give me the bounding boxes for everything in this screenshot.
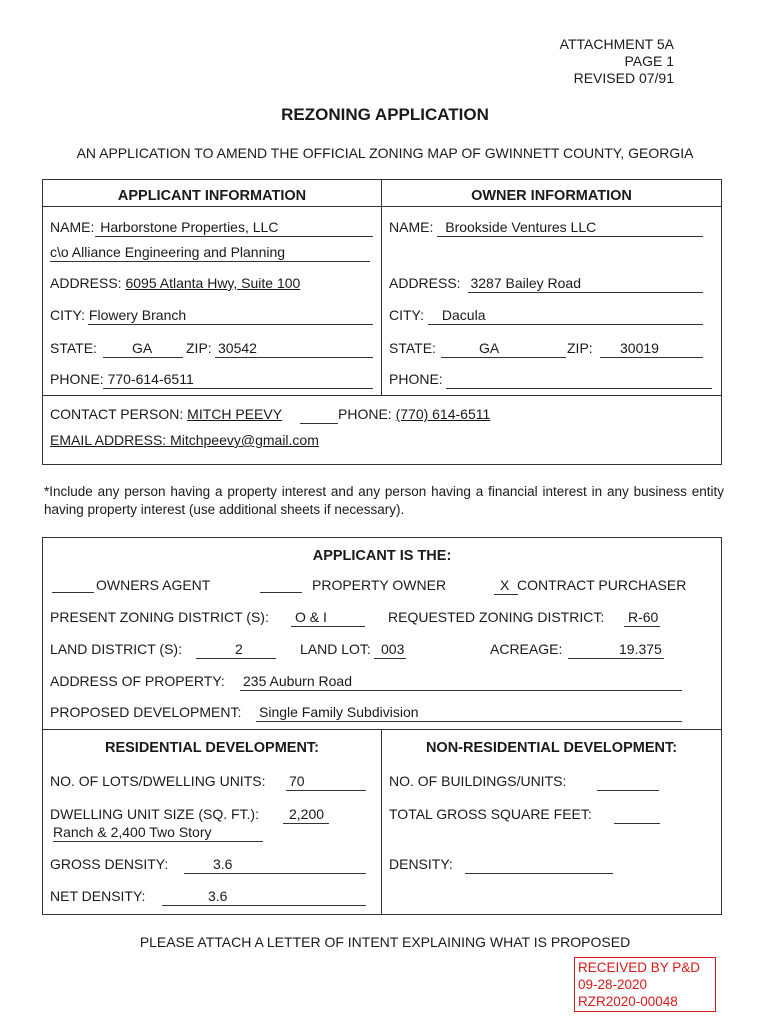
applicant-address-label: ADDRESS: xyxy=(50,275,122,291)
net-density-label: NET DENSITY: xyxy=(50,888,146,904)
land-district-line xyxy=(196,658,276,659)
development-divider xyxy=(43,729,721,730)
owners-agent-blank xyxy=(52,592,94,593)
contract-purchaser-mark: X xyxy=(500,577,510,593)
contact-person-field xyxy=(50,406,282,422)
applicant-zip-line xyxy=(215,357,373,358)
owner-address-label: ADDRESS: xyxy=(389,275,461,291)
owner-phone-label: PHONE: xyxy=(389,371,443,387)
present-zoning-value: O & I xyxy=(295,609,327,625)
lots-value: 70 xyxy=(289,773,305,789)
owner-city-line xyxy=(428,324,703,325)
applicant-city-line xyxy=(88,324,373,325)
owner-name-label: NAME: xyxy=(389,219,434,235)
revised-label: REVISED 07/91 xyxy=(573,70,674,86)
applicant-is-heading: APPLICANT IS THE: xyxy=(312,548,452,564)
owners-agent-option: OWNERS AGENT xyxy=(96,577,211,593)
owner-city-label: CITY: xyxy=(389,307,425,323)
owner-phone-line xyxy=(446,388,712,389)
applicant-address-field xyxy=(50,275,300,291)
owner-state-line xyxy=(441,357,566,358)
contact-person-label: CONTACT PERSON: xyxy=(50,406,184,422)
applicant-state-value: GA xyxy=(132,340,153,356)
owner-name-line xyxy=(437,236,703,237)
owner-name-value: Brookside Ventures LLC xyxy=(445,219,597,235)
letter-of-intent-note: PLEASE ATTACH A LETTER OF INTENT EXPLAINING WHAT IS PROPOSED xyxy=(139,934,631,950)
property-address-label: ADDRESS OF PROPERTY: xyxy=(50,673,225,689)
heading-divider xyxy=(43,206,721,207)
contact-phone-field xyxy=(338,406,490,422)
applicant-zip-label: ZIP: xyxy=(186,340,212,356)
owner-address-field xyxy=(389,275,581,291)
applicant-address-value: 6095 Atlanta Hwy, Suite 100 xyxy=(125,275,301,291)
gross-density-label: GROSS DENSITY: xyxy=(50,856,169,872)
nonres-density-label: DENSITY: xyxy=(389,856,453,872)
proposed-development-label: PROPOSED DEVELOPMENT: xyxy=(50,704,242,720)
contact-person-value: MITCH PEEVY xyxy=(187,406,283,422)
requested-zoning-value: R-60 xyxy=(628,609,659,625)
present-zoning-label: PRESENT ZONING DISTRICT (S): xyxy=(50,609,269,625)
property-owner-option: PROPERTY OWNER xyxy=(312,577,447,593)
owner-heading: OWNER INFORMATION xyxy=(471,188,632,204)
land-lot-line xyxy=(374,658,406,659)
contact-phone-label: PHONE: xyxy=(338,406,392,422)
land-district-label: LAND DISTRICT (S): xyxy=(50,641,182,657)
owner-address-value: 3287 Bailey Road xyxy=(470,275,581,291)
gross-sqft-line xyxy=(614,823,660,824)
applicant-city-field xyxy=(50,307,186,323)
owner-address-line xyxy=(468,292,703,293)
owner-city-field xyxy=(389,307,486,323)
applicant-phone-line xyxy=(103,388,373,389)
applicant-care-of: c\o Alliance Engineering and Planning xyxy=(50,244,286,260)
applicant-phone-label: PHONE: xyxy=(50,371,104,387)
development-column-divider xyxy=(381,729,382,914)
applicant-city-label: CITY: xyxy=(50,307,86,323)
residential-heading: RESIDENTIAL DEVELOPMENT: xyxy=(104,740,320,756)
land-lot-value: 003 xyxy=(381,641,405,657)
owner-city-value: Dacula xyxy=(441,307,486,323)
owner-state-label: STATE: xyxy=(389,340,436,356)
interest-note: *Include any person having a property interest and any person having a financial interest in any business entity having property interest (use additional sheets if necessary). xyxy=(44,484,724,517)
owner-zip-line xyxy=(600,357,703,358)
property-address-line xyxy=(240,690,682,691)
land-lot-label: LAND LOT: xyxy=(300,641,371,657)
page-label: PAGE 1 xyxy=(624,53,674,69)
contact-divider xyxy=(43,395,721,396)
owner-zip-value: 30019 xyxy=(620,340,659,356)
lots-label: NO. OF LOTS/DWELLING UNITS: xyxy=(50,773,266,789)
applicant-name-label: NAME: xyxy=(50,219,95,235)
requested-zoning-line xyxy=(624,626,660,627)
buildings-label: NO. OF BUILDINGS/UNITS: xyxy=(389,773,567,789)
applicant-phone-value: 770-614-6511 xyxy=(107,371,194,387)
owner-state-value: GA xyxy=(479,340,500,356)
applicant-state-label: STATE: xyxy=(50,340,97,356)
lots-line xyxy=(286,790,366,791)
applicant-zip-value: 30542 xyxy=(218,340,257,356)
acreage-value: 19.375 xyxy=(619,641,662,657)
owner-name-field xyxy=(389,219,596,235)
contact-phone-value: (770) 614-6511 xyxy=(395,406,491,422)
applicant-state-line xyxy=(103,357,183,358)
stamp-date-line: 09-28-2020 xyxy=(578,977,648,992)
net-density-value: 3.6 xyxy=(208,888,228,904)
contact-email: EMAIL ADDRESS: Mitchpeevy@gmail.com xyxy=(50,432,319,448)
attachment-header xyxy=(560,36,674,87)
property-owner-blank xyxy=(260,592,302,593)
requested-zoning-label: REQUESTED ZONING DISTRICT: xyxy=(388,609,605,625)
unit-size-detail-line xyxy=(53,841,263,842)
present-zoning-line xyxy=(291,626,365,627)
buildings-line xyxy=(597,790,659,791)
contact-person-gap-line xyxy=(300,423,338,424)
applicant-name-field xyxy=(50,219,278,235)
nonresidential-heading: NON-RESIDENTIAL DEVELOPMENT: xyxy=(425,740,678,756)
owner-zip-label: ZIP: xyxy=(567,340,593,356)
applicant-heading: APPLICANT INFORMATION xyxy=(117,188,307,204)
applicant-care-of-line xyxy=(50,261,370,262)
applicant-name-value: Harborstone Properties, LLC xyxy=(100,219,279,235)
property-address-value: 235 Auburn Road xyxy=(243,673,352,689)
nonres-density-line xyxy=(465,873,613,874)
net-density-line xyxy=(162,905,366,906)
stamp-case-number: RZR2020-00048 xyxy=(578,994,678,1009)
unit-size-detail: Ranch & 2,400 Two Story xyxy=(53,824,212,840)
applicant-phone-field xyxy=(50,371,194,387)
unit-size-label: DWELLING UNIT SIZE (SQ. FT.): xyxy=(50,806,259,822)
land-district-value: 2 xyxy=(235,641,243,657)
gross-density-value: 3.6 xyxy=(213,856,233,872)
contract-purchaser-blank xyxy=(494,594,518,595)
proposed-development-line xyxy=(256,721,682,722)
applicant-name-line xyxy=(95,236,373,237)
received-stamp xyxy=(574,957,716,1012)
stamp-received-line: RECEIVED BY P&D xyxy=(578,960,701,975)
gross-density-line xyxy=(184,873,366,874)
proposed-development-value: Single Family Subdivision xyxy=(259,704,419,720)
applicant-city-value: Flowery Branch xyxy=(88,307,187,323)
unit-size-line xyxy=(283,823,329,824)
acreage-line xyxy=(568,658,664,659)
page-title: REZONING APPLICATION xyxy=(281,105,489,124)
unit-size-value: 2,200 xyxy=(289,806,325,822)
contract-purchaser-option: CONTRACT PURCHASER xyxy=(517,577,687,593)
column-divider xyxy=(381,180,382,395)
page-subtitle: AN APPLICATION TO AMEND THE OFFICIAL ZONING MAP OF GWINNETT COUNTY, GEORGIA xyxy=(76,145,694,161)
attachment-label: ATTACHMENT 5A xyxy=(559,36,674,52)
gross-sqft-label: TOTAL GROSS SQUARE FEET: xyxy=(389,806,592,822)
acreage-label: ACREAGE: xyxy=(490,641,563,657)
